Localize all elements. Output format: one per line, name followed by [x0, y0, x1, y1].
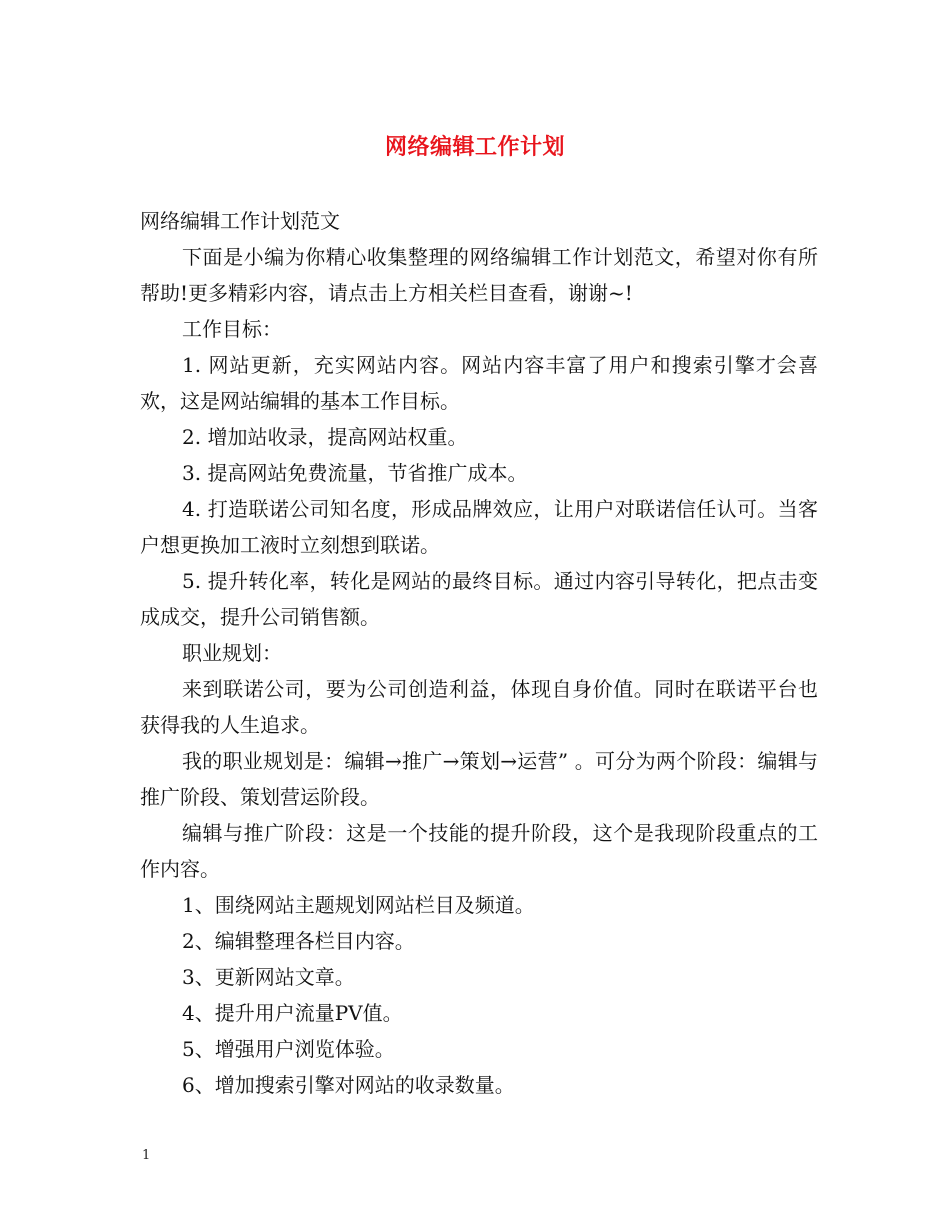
document-body [140, 203, 818, 1103]
list-item: 1、围绕网站主题规划网站栏目及频道。 [182, 893, 535, 917]
paragraph: 编辑与推广阶段：这是一个技能的提升阶段，这个是我现阶段重点的工作内容。 [140, 821, 818, 881]
section-heading: 职业规划： [182, 641, 282, 665]
list-item: 4、提升用户流量PV值。 [182, 1001, 403, 1025]
list-item: 3、更新网站文章。 [182, 965, 355, 989]
page-number: 1 [142, 1148, 151, 1163]
list-item: 5、增强用户浏览体验。 [182, 1037, 395, 1061]
document-title: 网络编辑工作计划 [384, 134, 565, 160]
list-item: 6、增加搜索引擎对网站的收录数量。 [182, 1073, 515, 1097]
list-item: 1. 网站更新，充实网站内容。网站内容丰富了用户和搜索引擎才会喜欢，这是网站编辑的基本工作目标。 [140, 353, 818, 413]
list-item: 5. 提升转化率，转化是网站的最终目标。通过内容引导转化，把点击变成成交，提升公司销售额。 [140, 569, 818, 629]
paragraph: 下面是小编为你精心收集整理的网络编辑工作计划范文，希望对你有所帮助!更多精彩内容，请点击上方相关栏目查看，谢谢~! [140, 245, 818, 305]
list-item: 2、编辑整理各栏目内容。 [182, 929, 415, 953]
list-item: 2. 增加站收录，提高网站权重。 [182, 425, 468, 449]
list-item: 3. 提高网站免费流量，节省推广成本。 [182, 461, 528, 485]
list-item: 4. 打造联诺公司知名度，形成品牌效应，让用户对联诺信任认可。当客户想更换加工液时立刻想到联诺。 [140, 497, 818, 557]
paragraph: 来到联诺公司，要为公司创造利益，体现自身价值。同时在联诺平台也获得我的人生追求。 [140, 677, 818, 737]
section-heading: 工作目标： [182, 317, 282, 341]
paragraph: 我的职业规划是：编辑→推广→策划→运营” 。可分为两个阶段：编辑与推广阶段、策划营运阶段。 [140, 749, 818, 809]
paragraph: 网络编辑工作计划范文 [140, 209, 340, 233]
